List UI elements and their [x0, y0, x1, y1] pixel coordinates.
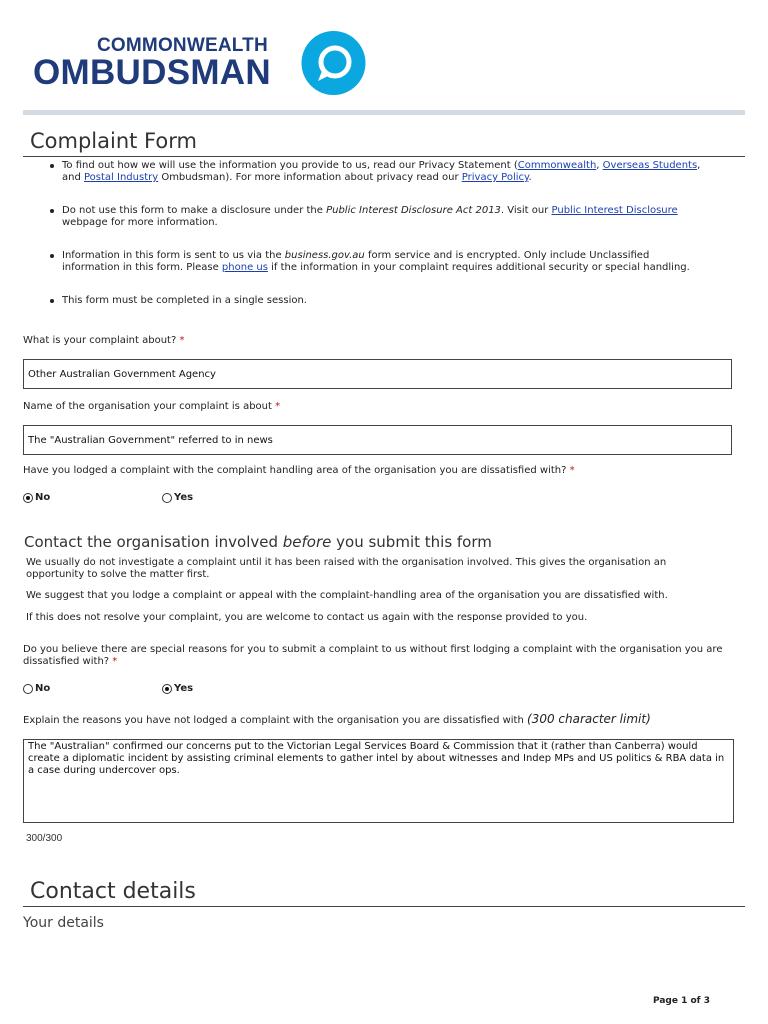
radio-selected-icon[interactable]	[162, 684, 172, 694]
radio-unselected-icon[interactable]	[23, 684, 33, 694]
privacy-commonwealth-link[interactable]: Commonwealth	[517, 160, 597, 171]
special-reasons-label: Do you believe there are special reasons for you to submit a complaint to us without first lodging a complaint with the organisation you are dissatisfied with? *	[23, 644, 723, 667]
speech-bubble-logo-icon	[300, 31, 367, 95]
contact-paragraph-1: We usually do not investigate a complaint until it has been raised with the organisation involved. This gives the organisation an opportunity to solve the matter first.	[26, 557, 667, 580]
character-counter: 300/300	[26, 833, 63, 844]
required-marker: *	[179, 335, 185, 346]
public-interest-disclosure-link[interactable]: Public Interest Disclosure	[551, 205, 678, 216]
reasons-label: Explain the reasons you have not lodged a complaint with the organisation you are dissatisfied with (300 character limit)	[23, 712, 651, 726]
lodged-no-radio[interactable]: No	[23, 492, 50, 504]
page-number: Page 1 of 3	[653, 996, 710, 1006]
complaint-about-field[interactable]: Other Australian Government Agency	[23, 359, 732, 389]
lodged-complaint-label: Have you lodged a complaint with the complaint handling area of the organisation you are dissatisfied with? *	[23, 465, 575, 476]
lodged-yes-radio[interactable]: Yes	[162, 492, 193, 504]
contact-paragraph-2: We suggest that you lodge a complaint or appeal with the complaint-handling area of the organisation you are dissatisfied with.	[26, 590, 668, 601]
your-details-subheading: Your details	[23, 915, 104, 931]
privacy-overseas-students-link[interactable]: Overseas Students	[602, 160, 698, 171]
privacy-policy-link[interactable]: Privacy Policy	[461, 172, 529, 183]
phone-us-link[interactable]: phone us	[221, 262, 268, 273]
logo-wordmark-bottom: OMBUDSMAN	[33, 53, 271, 92]
list-item: Do not use this form to make a disclosure under the Public Interest Disclosure Act 2013. Visit our Public Interest Disclosure webpage for more information.	[43, 205, 738, 250]
privacy-postal-industry-link[interactable]: Postal Industry	[84, 172, 159, 183]
required-marker: *	[275, 401, 281, 412]
organisation-name-field[interactable]: The "Australian Government" referred to in news	[23, 425, 732, 455]
special-yes-radio[interactable]: Yes	[162, 683, 193, 695]
character-limit-note: (300 character limit)	[527, 712, 651, 726]
required-marker: *	[569, 465, 575, 476]
list-item: To find out how we will use the information you provide to us, read our Privacy Statement (Commonwealth, Overseas Students, and Postal Industry Ombudsman). For more information about privacy read our Privacy Policy.	[43, 160, 738, 205]
reasons-textarea[interactable]: The "Australian" confirmed our concerns put to the Victorian Legal Services Board & Commission that it (rather than Canberra) would create a diplomatic incident by assisting criminal elements to gather intel by about witnesses and Indep MPs and US politics & RBA data in a case during undercover ops.	[23, 739, 734, 823]
required-marker: *	[112, 656, 118, 667]
special-no-radio[interactable]: No	[23, 683, 50, 695]
organisation-name-label: Name of the organisation your complaint is about *	[23, 401, 281, 412]
complaint-about-label: What is your complaint about? *	[23, 335, 185, 346]
contact-details-divider	[23, 906, 745, 907]
contact-paragraph-3: If this does not resolve your complaint, you are welcome to contact us again with the response provided to you.	[26, 612, 588, 623]
header-divider	[23, 110, 745, 115]
contact-details-heading: Contact details	[30, 879, 196, 904]
list-item: This form must be completed in a single session.	[43, 295, 738, 307]
list-item: Information in this form is sent to us via the business.gov.au form service and is encrypted. Only include Unclassified information in this form. Please phone us if the information in your complaint requires additional security or special handling.	[43, 250, 738, 295]
radio-selected-icon[interactable]	[23, 493, 33, 503]
contact-organisation-heading: Contact the organisation involved before you submit this form	[24, 533, 492, 551]
radio-unselected-icon[interactable]	[162, 493, 172, 503]
logo-wordmark-top: COMMONWEALTH	[97, 35, 268, 56]
title-divider	[23, 156, 745, 157]
info-bullet-list	[43, 160, 738, 307]
page-title: Complaint Form	[30, 129, 197, 153]
